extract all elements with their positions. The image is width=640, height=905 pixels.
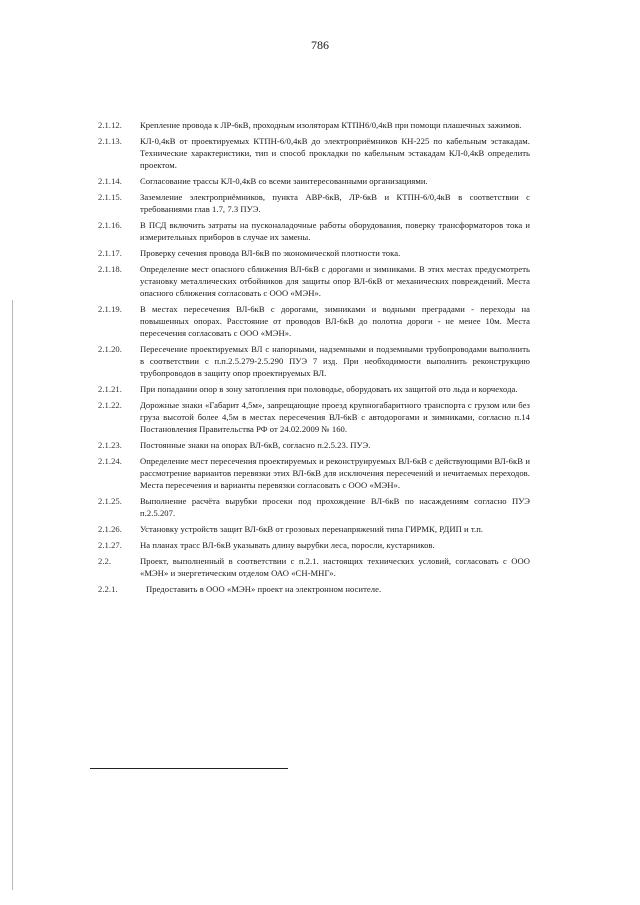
- item-text: Предоставить в ООО «МЭН» проект на электронном носителе.: [146, 584, 382, 594]
- list-item: [98, 539, 530, 551]
- list-item: [98, 343, 530, 379]
- item-number: 2.2.1.: [98, 584, 118, 594]
- item-number: 2.2.: [98, 556, 112, 566]
- item-text: Проверку сечения провода ВЛ-6кВ по экономической плотности тока.: [140, 248, 401, 258]
- item-text: Проект, выполненный в соответствии с п.2.1. настоящих технических условий, согласовать с ООО «МЭН» и энергетическим отделом ОАО «СН-МНГ».: [140, 556, 530, 578]
- item-text: Крепление провода к ЛР-6кВ, проходным изоляторам КТПН6/0,4кВ при помощи плашечных зажимов.: [140, 120, 522, 130]
- item-number: 2.1.14.: [98, 176, 122, 186]
- list-item: [98, 135, 530, 171]
- item-number: 2.1.15.: [98, 192, 122, 202]
- item-text: На планах трасс ВЛ-6кВ указывать длину вырубки леса, поросли, кустарников.: [140, 540, 435, 550]
- item-number: 2.1.21.: [98, 384, 122, 394]
- item-text: Согласование трассы КЛ-0,4кВ со всеми заинтересованными организациями.: [140, 176, 428, 186]
- list-item: [98, 383, 530, 395]
- footnote-rule: [90, 768, 288, 769]
- item-number: 2.1.27.: [98, 540, 122, 550]
- list-item: [98, 263, 530, 299]
- item-number: 2.1.22.: [98, 400, 122, 410]
- item-number: 2.1.12.: [98, 120, 122, 130]
- item-number: 2.1.26.: [98, 524, 122, 534]
- list-item: [98, 439, 530, 451]
- item-text: В местах пересечения ВЛ-6кВ с дорогами, зимниками и водными преградами - переходы на повышенных опорах. Расстояние от проводов ВЛ-6кВ до полотна дороги - не менее 10м. Места пересечения согласовать с ООО «МЭН».: [140, 304, 530, 338]
- list-item: [98, 455, 530, 491]
- item-number: 2.1.25.: [98, 496, 122, 506]
- page-number: 786: [311, 38, 329, 52]
- item-number: 2.1.16.: [98, 220, 122, 230]
- item-text: Выполнение расчёта вырубки просеки под прохождение ВЛ-6кВ по насаждениям согласно ПУЭ п.2.5.207.: [140, 496, 530, 518]
- requirements-list: [98, 119, 530, 599]
- item-number: 2.1.24.: [98, 456, 122, 466]
- scan-margin-line: [12, 300, 13, 890]
- list-item: [98, 583, 530, 595]
- item-number: 2.1.20.: [98, 344, 122, 354]
- list-item: [98, 247, 530, 259]
- item-text: Установку устройств защит ВЛ-6кВ от грозовых перенапряжений типа ГИРМК, РДИП и т.п.: [140, 524, 484, 534]
- item-number: 2.1.23.: [98, 440, 122, 450]
- list-item: [98, 303, 530, 339]
- item-number: 2.1.18.: [98, 264, 122, 274]
- list-item: [98, 523, 530, 535]
- item-text: Пересечение проектируемых ВЛ с напорными, надземными и подземными трубопроводами выполнить в соответствии с п.п.2.5.279-2.5.290 ПУЭ 7 изд. При необходимости выполнить реконструкцию трубопроводов в защиту опор проектируемых ВЛ.: [140, 344, 530, 378]
- item-text: В ПСД включить затраты на пусконаладочные работы оборудования, поверку трансформаторов тока и измерительных приборов в случае их замены.: [140, 220, 530, 242]
- list-item: [98, 555, 530, 579]
- list-item: [98, 219, 530, 243]
- item-text: Определение мест опасного сближения ВЛ-6кВ с дорогами и зимниками. В этих местах предусмотреть установку металлических отбойников для защиты опор ВЛ-6кВ от механических повреждений. Места опасного сближения согласовать с ООО «МЭН».: [140, 264, 530, 298]
- item-text: КЛ-0,4кВ от проектируемых КТПН-6/0,4кВ до электроприёмников КН-225 по кабельным эстакадам. Технические характеристики, тип и способ прокладки по кабельным эстакадам КЛ-0,4кВ определить проектом.: [140, 136, 530, 170]
- item-number: 2.1.17.: [98, 248, 122, 258]
- list-item: [98, 119, 530, 131]
- list-item: [98, 191, 530, 215]
- item-text: Определение мест пересечения проектируемых и реконструируемых ВЛ-6кВ с действующими ВЛ-6кВ и рассмотрение вариантов перевязки этих ВЛ-6кВ для исключения пересечений и нечитаемых переходов. Места пересечения и варианты перевязки согласовать с ООО «МЭН».: [140, 456, 530, 490]
- list-item: [98, 399, 530, 435]
- item-text: Дорожные знаки «Габарит 4,5м», запрещающие проезд крупногабаритного транспорта с грузом или без груза высотой более 4,5м в местах пересечения ВЛ-6кВ с автодорогами и зимниками, согласно п.14 Постановления Правительства РФ от 24.02.2009 № 160.: [140, 400, 530, 434]
- item-text: Постоянные знаки на опорах ВЛ-6кВ, согласно п.2.5.23. ПУЭ.: [140, 440, 371, 450]
- item-text: Заземление электроприёмников, пункта АВР-6кВ, ЛР-6кВ и КТПН-6/0,4кВ в соответствии с требованиями глав 1.7, 7.3 ПУЭ.: [140, 192, 530, 214]
- item-text: При попадании опор в зону затопления при половодье, оборудовать их защитой ото льда и корчехода.: [140, 384, 518, 394]
- list-item: [98, 175, 530, 187]
- item-number: 2.1.13.: [98, 136, 122, 146]
- list-item: [98, 495, 530, 519]
- item-number: 2.1.19.: [98, 304, 122, 314]
